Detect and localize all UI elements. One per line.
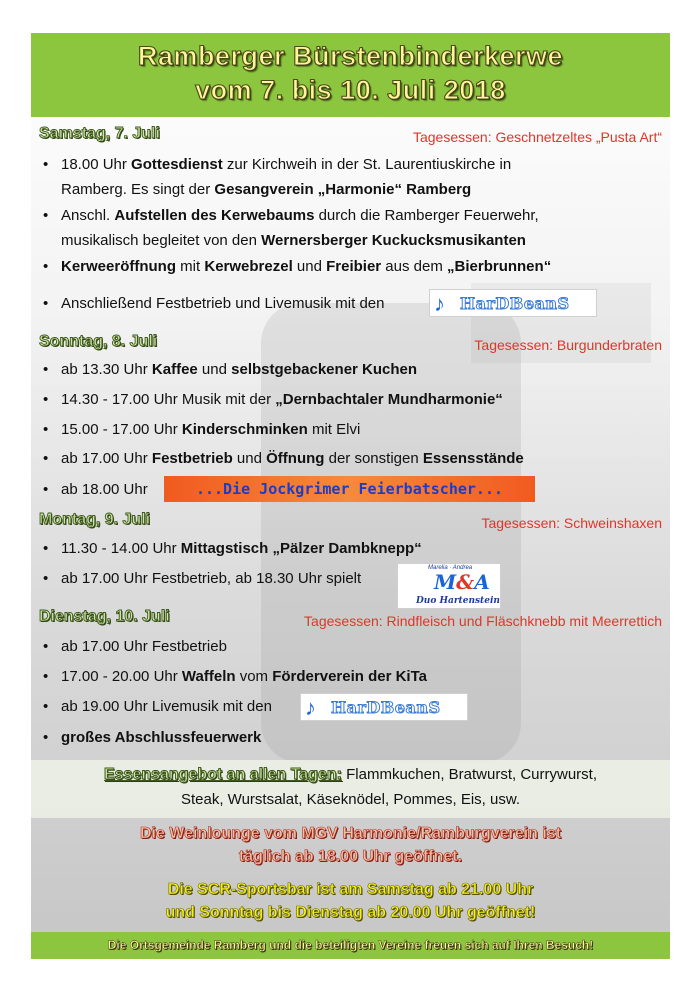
list-item: • Anschließend Festbetrieb und Livemusik mit den xyxy=(43,295,385,312)
list-item-continued: Ramberg. Es singt der Gesangverein „Harmonie“ Ramberg xyxy=(61,181,472,198)
list-item: • 14.30 - 17.00 Uhr Musik mit der „Dernbachtaler Mundharmonie“ xyxy=(43,391,503,408)
tuesday-heading: Dienstag, 10. Juli xyxy=(39,608,170,625)
list-item: • großes Abschlussfeuerwerk xyxy=(43,729,262,746)
title-banner xyxy=(31,33,670,117)
list-item: • 11.30 - 14.00 Uhr Mittagstisch „Pälzer Dambknepp“ xyxy=(43,540,422,557)
saturday-heading: Samstag, 7. Juli xyxy=(39,125,160,142)
hardbeans-logo: ♪ HarDBeanS xyxy=(429,289,597,317)
sunday-dish: Tagesessen: Burgunderbraten xyxy=(474,337,662,353)
monday-heading: Montag, 9. Juli xyxy=(39,511,151,528)
weinlounge-line-2: täglich ab 18.00 Uhr geöffnet. xyxy=(238,848,463,865)
duo-hartenstein-logo: Marelia · Andrea M&A Duo Hartenstein xyxy=(397,563,501,609)
list-item: • ab 18.00 Uhr xyxy=(43,481,148,498)
list-item-continued: musikalisch begleitet von den Wernersberger Kuckucksmusikanten xyxy=(61,232,526,249)
list-item: • 17.00 - 20.00 Uhr Waffeln vom Förderverein der KiTa xyxy=(43,668,427,685)
food-offer-band xyxy=(31,760,670,818)
food-offer-line-1: Flammkuchen, Bratwurst, Currywurst, xyxy=(341,766,598,783)
music-note-icon: ♪ xyxy=(434,291,445,316)
list-item: • 18.00 Uhr Gottesdienst zur Kirchweih in der St. Laurentiuskirche in xyxy=(43,156,512,173)
title-line-1: Ramberger Bürstenbinderkerwe xyxy=(137,41,564,71)
list-item: • 15.00 - 17.00 Uhr Kinderschminken mit Elvi xyxy=(43,421,361,438)
list-item: • ab 17.00 Uhr Festbetrieb und Öffnung der sonstigen Essensstände xyxy=(43,450,524,467)
list-item: • ab 17.00 Uhr Festbetrieb xyxy=(43,638,227,655)
sportsbar-line-2: und Sonntag bis Dienstag ab 20.00 Uhr geöffnet! xyxy=(165,904,536,921)
list-item: • Kerweeröffnung mit Kerwebrezel und Freibier aus dem „Bierbrunnen“ xyxy=(43,258,552,275)
monday-dish: Tagesessen: Schweinshaxen xyxy=(481,515,662,531)
tuesday-dish: Tagesessen: Rindfleisch und Fläschknebb mit Meerrettich xyxy=(304,613,662,629)
hardbeans-logo: ♪ HarDBeanS xyxy=(300,693,468,721)
music-note-icon: ♪ xyxy=(305,695,316,720)
list-item: • Anschl. Aufstellen des Kerwebaums durch die Ramberger Feuerwehr, xyxy=(43,207,539,224)
list-item: • ab 17.00 Uhr Festbetrieb, ab 18.30 Uhr spielt xyxy=(43,570,362,587)
food-offer-label: Essensangebot an allen Tagen: xyxy=(103,766,342,783)
footer-banner: Die Ortsgemeinde Ramberg und die beteiligten Vereine freuen sich auf Ihren Besuch! xyxy=(31,932,670,959)
poster xyxy=(31,33,670,959)
weinlounge-line-1: Die Weinlounge vom MGV Harmonie/Ramburgverein ist xyxy=(139,825,562,842)
food-offer-line-2: Steak, Wurstsalat, Käseknödel, Pommes, Eis, usw. xyxy=(180,791,521,808)
sunday-heading: Sonntag, 8. Juli xyxy=(39,333,158,350)
feierbatscher-band-banner: ...Die Jockgrimer Feierbatscher... xyxy=(164,476,535,502)
sportsbar-line-1: Die SCR-Sportsbar ist am Samstag ab 21.00 Uhr xyxy=(167,881,534,898)
list-item: • ab 13.30 Uhr Kaffee und selbstgebackener Kuchen xyxy=(43,361,418,378)
list-item: • ab 19.00 Uhr Livemusik mit den xyxy=(43,698,272,715)
title-line-2: vom 7. bis 10. Juli 2018 xyxy=(195,75,506,105)
saturday-dish: Tagesessen: Geschnetzeltes „Pusta Art“ xyxy=(412,129,662,145)
